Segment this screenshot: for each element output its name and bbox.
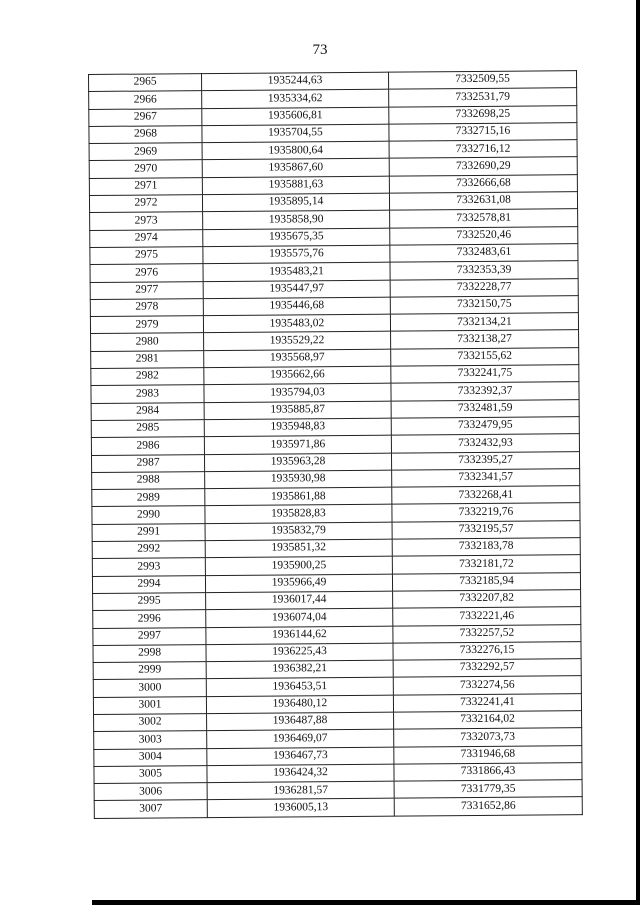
x-coordinate-cell: 1935794,03 [204,383,391,402]
y-coordinate-cell: 7332241,41 [393,693,581,712]
x-coordinate-cell: 1935966,49 [205,574,392,593]
x-coordinate-cell: 1936453,51 [206,678,393,697]
y-coordinate-cell: 7332520,46 [390,226,578,245]
y-coordinate-cell: 7332150,75 [390,296,578,315]
point-number-cell: 2990 [92,506,205,524]
point-number-cell: 2974 [90,229,203,247]
x-coordinate-cell: 1935447,97 [203,280,390,299]
x-coordinate-cell: 1935971,86 [204,435,391,454]
x-coordinate-cell: 1935885,87 [204,401,391,420]
point-number-cell: 3002 [94,714,207,732]
point-number-cell: 2999 [93,662,206,680]
y-coordinate-cell: 7332690,29 [389,157,577,176]
x-coordinate-cell: 1935483,21 [203,262,390,281]
point-number-cell: 3005 [94,765,207,783]
x-coordinate-cell: 1936480,12 [206,695,393,714]
point-number-cell: 3006 [94,783,207,801]
y-coordinate-cell: 7332228,77 [390,278,578,297]
x-coordinate-cell: 1935662,66 [204,366,391,385]
point-number-cell: 2968 [89,125,202,143]
table-row [94,797,582,818]
y-coordinate-cell: 7332195,57 [392,520,580,539]
coordinates-table-body [89,71,583,819]
y-coordinate-cell: 7332241,75 [391,365,579,384]
y-coordinate-cell: 7332219,76 [392,503,580,522]
x-coordinate-cell: 1935895,14 [202,193,389,212]
y-coordinate-cell: 7332073,73 [394,728,582,747]
point-number-cell: 3001 [93,696,206,714]
y-coordinate-cell: 7331779,35 [394,780,582,799]
y-coordinate-cell: 7332395,27 [391,451,579,470]
point-number-cell: 2980 [91,333,204,351]
point-number-cell: 2997 [93,627,206,645]
y-coordinate-cell: 7332221,46 [393,607,581,626]
point-number-cell: 2985 [91,420,204,438]
point-number-cell: 3003 [94,731,207,749]
y-coordinate-cell: 7332479,95 [391,417,579,436]
point-number-cell: 2987 [91,454,204,472]
y-coordinate-cell: 7332432,93 [391,434,579,453]
point-number-cell: 2965 [89,74,202,92]
y-coordinate-cell: 7332341,57 [392,468,580,487]
x-coordinate-cell: 1936281,57 [207,781,394,800]
y-coordinate-cell: 7332155,62 [391,347,579,366]
y-coordinate-cell: 7332716,12 [389,140,577,159]
point-number-cell: 2984 [91,402,204,420]
y-coordinate-cell: 7332276,15 [393,641,581,660]
x-coordinate-cell: 1936467,73 [207,747,394,766]
point-number-cell: 2995 [93,592,206,610]
y-coordinate-cell: 7332164,02 [394,711,582,730]
y-coordinate-cell: 7332481,59 [391,399,579,418]
y-coordinate-cell: 7332483,61 [390,244,578,263]
y-coordinate-cell: 7332292,57 [393,659,581,678]
x-coordinate-cell: 1935568,97 [204,349,391,368]
y-coordinate-cell: 7332715,16 [389,123,577,142]
x-coordinate-cell: 1936005,13 [207,799,394,818]
point-number-cell: 2994 [92,575,205,593]
x-coordinate-cell: 1936144,62 [206,626,393,645]
point-number-cell: 2993 [92,558,205,576]
y-coordinate-cell: 7332666,68 [389,174,577,193]
y-coordinate-cell: 7332509,55 [388,71,576,90]
x-coordinate-cell: 1935881,63 [202,176,389,195]
point-number-cell: 3007 [94,800,207,818]
x-coordinate-cell: 1935948,83 [204,418,391,437]
x-coordinate-cell: 1935867,60 [202,159,389,178]
x-coordinate-cell: 1935832,79 [205,522,392,541]
x-coordinate-cell: 1935704,55 [202,124,389,143]
point-number-cell: 2979 [90,316,203,334]
x-coordinate-cell: 1935858,90 [203,211,390,230]
y-coordinate-cell: 7332257,52 [393,624,581,643]
x-coordinate-cell: 1936017,44 [206,591,393,610]
x-coordinate-cell: 1935334,62 [202,89,389,108]
y-coordinate-cell: 7332698,25 [389,105,577,124]
x-coordinate-cell: 1935529,22 [204,332,391,351]
y-coordinate-cell: 7331866,43 [394,763,582,782]
x-coordinate-cell: 1935930,98 [205,470,392,489]
point-number-cell: 2973 [90,212,203,230]
point-number-cell: 2975 [90,247,203,265]
x-coordinate-cell: 1936225,43 [206,643,393,662]
x-coordinate-cell: 1936424,32 [207,764,394,783]
x-coordinate-cell: 1936487,88 [207,712,394,731]
y-coordinate-cell: 7332274,56 [393,676,581,695]
point-number-cell: 2977 [90,281,203,299]
y-coordinate-cell: 7332531,79 [389,88,577,107]
point-number-cell: 2976 [90,264,203,282]
x-coordinate-cell: 1935900,25 [205,556,392,575]
y-coordinate-cell: 7332207,82 [393,590,581,609]
y-coordinate-cell: 7332631,08 [389,192,577,211]
point-number-cell: 2998 [93,644,206,662]
point-number-cell: 2970 [89,160,202,178]
coordinates-table-container [88,70,579,819]
point-number-cell: 2991 [92,523,205,541]
y-coordinate-cell: 7332183,78 [392,538,580,557]
page-number: 73 [312,42,328,58]
x-coordinate-cell: 1936469,07 [207,729,394,748]
y-coordinate-cell: 7331652,86 [394,797,582,816]
x-coordinate-cell: 1935483,02 [203,314,390,333]
x-coordinate-cell: 1935606,81 [202,107,389,126]
x-coordinate-cell: 1936382,21 [206,660,393,679]
x-coordinate-cell: 1935446,68 [203,297,390,316]
point-number-cell: 2978 [90,298,203,316]
y-coordinate-cell: 7332134,21 [390,313,578,332]
y-coordinate-cell: 7332578,81 [390,209,578,228]
point-number-cell: 2967 [89,108,202,126]
x-coordinate-cell: 1935675,35 [203,228,390,247]
x-coordinate-cell: 1935244,63 [202,72,389,91]
x-coordinate-cell: 1935851,32 [205,539,392,558]
y-coordinate-cell: 7332392,37 [391,382,579,401]
x-coordinate-cell: 1935963,28 [204,453,391,472]
x-coordinate-cell: 1935800,64 [202,141,389,160]
point-number-cell: 2981 [91,350,204,368]
y-coordinate-cell: 7332353,39 [390,261,578,280]
x-coordinate-cell: 1936074,04 [206,608,393,627]
y-coordinate-cell: 7332185,94 [392,572,580,591]
point-number-cell: 2989 [92,489,205,507]
y-coordinate-cell: 7332138,27 [391,330,579,349]
x-coordinate-cell: 1935575,76 [203,245,390,264]
point-number-cell: 2972 [89,195,202,213]
y-coordinate-cell: 7331946,68 [394,745,582,764]
coordinates-table [88,70,583,819]
point-number-cell: 2969 [89,143,202,161]
scan-border-right [636,0,640,905]
point-number-cell: 2983 [91,385,204,403]
point-number-cell: 2992 [92,541,205,559]
point-number-cell: 2982 [91,368,204,386]
point-number-cell: 2988 [92,471,205,489]
point-number-cell: 3000 [93,679,206,697]
scan-border-bottom [92,900,640,905]
x-coordinate-cell: 1935828,83 [205,505,392,524]
x-coordinate-cell: 1935861,88 [205,487,392,506]
y-coordinate-cell: 7332268,41 [392,486,580,505]
point-number-cell: 2966 [89,91,202,109]
point-number-cell: 2971 [89,177,202,195]
point-number-cell: 2996 [93,610,206,628]
point-number-cell: 3004 [94,748,207,766]
y-coordinate-cell: 7332181,72 [392,555,580,574]
point-number-cell: 2986 [91,437,204,455]
